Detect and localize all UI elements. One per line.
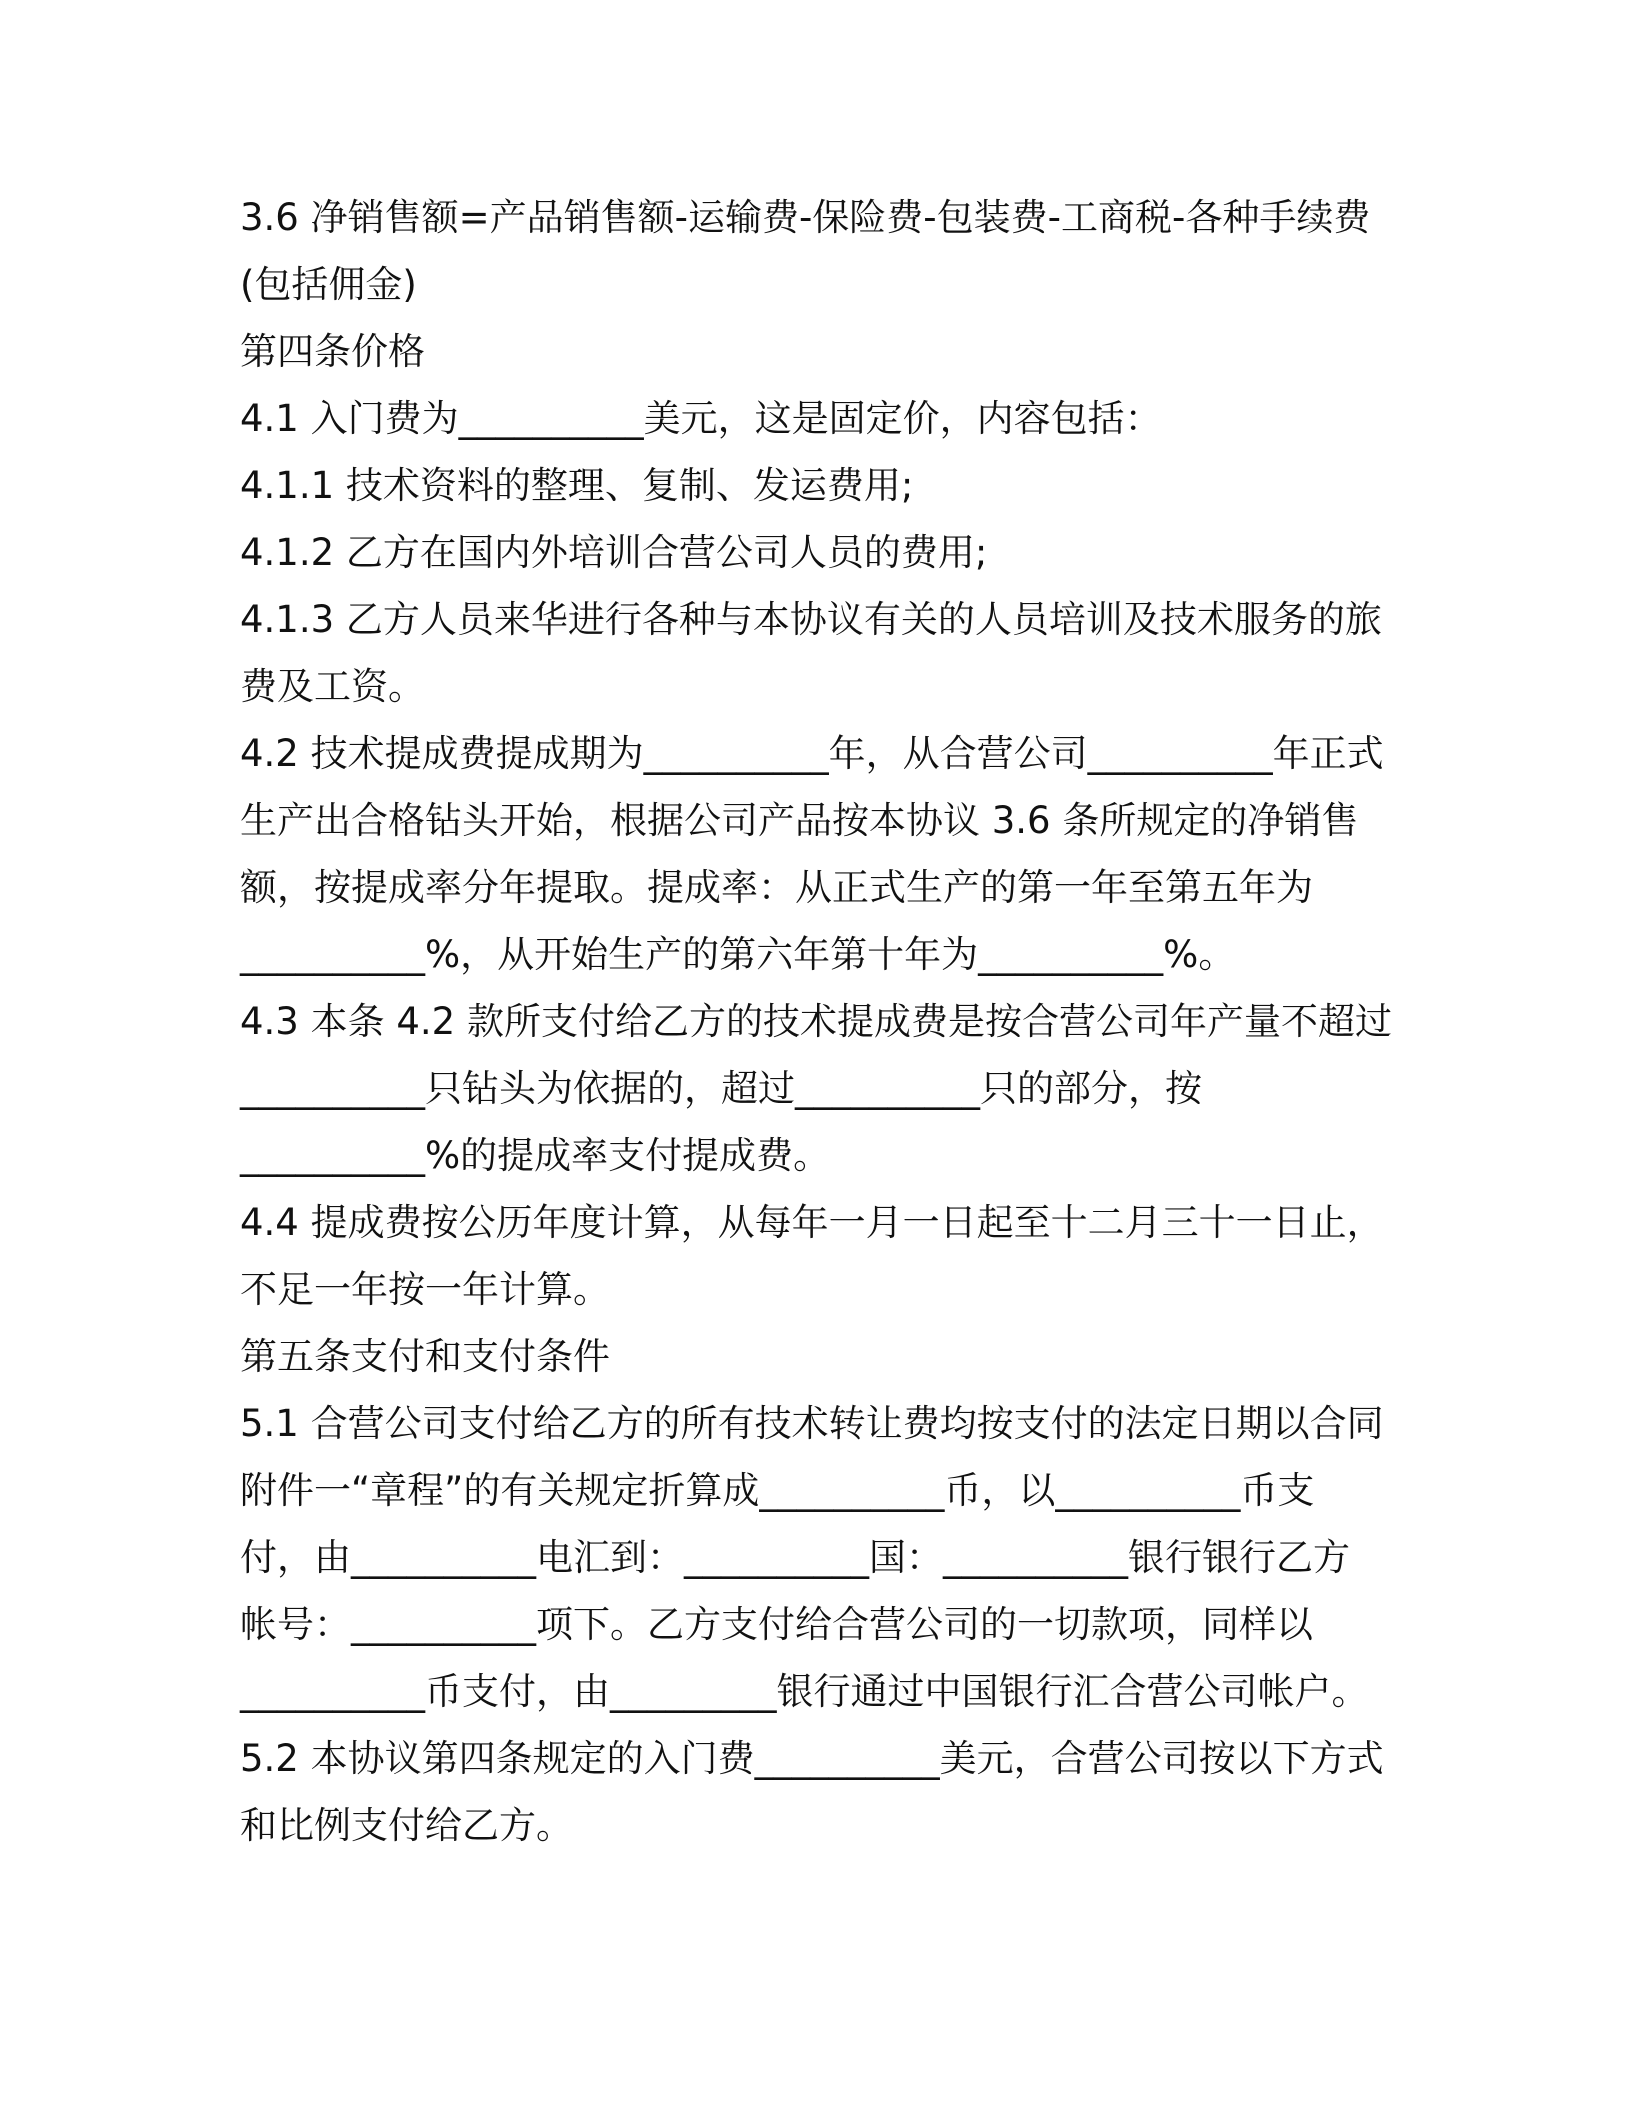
- clause-4-1-3-line-2: 费及工资。: [240, 665, 425, 708]
- clause-4-2-line-4: __________%，从开始生产的第六年第十年为__________%。: [240, 933, 1236, 976]
- clause-4-3-line-3: __________%的提成率支付提成费。: [240, 1134, 831, 1177]
- clause-4-4-line-1: 4.4 提成费按公历年度计算，从每年一月一日起至十二月三十一日止，: [240, 1201, 1384, 1244]
- clause-4-1-1: 4.1.1 技术资料的整理、复制、发运费用;: [240, 464, 914, 507]
- clause-5-2-line-1: 5.2 本协议第四条规定的入门费__________美元，合营公司按以下方式: [240, 1737, 1384, 1780]
- article-5-heading: 第五条支付和支付条件: [240, 1335, 610, 1378]
- clause-4-1-2: 4.1.2 乙方在国内外培训合营公司人员的费用;: [240, 531, 988, 574]
- clause-3-6-line-2: (包括佣金): [240, 263, 417, 306]
- clause-5-1-line-5: __________币支付，由_________银行通过中国银行汇合营公司帐户。: [240, 1670, 1369, 1713]
- clause-4-3-line-1: 4.3 本条 4.2 款所支付给乙方的技术提成费是按合营公司年产量不超过: [240, 1000, 1392, 1043]
- clause-4-2-line-3: 额，按提成率分年提取。提成率：从正式生产的第一年至第五年为: [240, 866, 1313, 909]
- clause-4-2-line-2: 生产出合格钻头开始，根据公司产品按本协议 3.6 条所规定的净销售: [240, 799, 1359, 842]
- clause-3-6-line-1: 3.6 净销售额=产品销售额-运输费-保险费-包装费-工商税-各种手续费: [240, 196, 1371, 239]
- clause-5-1-line-4: 帐号：__________项下。乙方支付给合营公司的一切款项，同样以: [240, 1603, 1313, 1646]
- clause-5-1-line-3: 付，由__________电汇到：__________国：__________银行银行乙方: [240, 1536, 1350, 1579]
- clause-4-1-3-line-1: 4.1.3 乙方人员来华进行各种与本协议有关的人员培训及技术服务的旅: [240, 598, 1382, 641]
- document-body: [240, 184, 1400, 1859]
- clause-5-1-line-2: 附件一“章程”的有关规定折算成__________币，以__________币支: [240, 1469, 1315, 1512]
- clause-4-1: 4.1 入门费为__________美元，这是固定价，内容包括：: [240, 397, 1162, 440]
- clause-5-2-line-2: 和比例支付给乙方。: [240, 1804, 573, 1847]
- clause-5-1-line-1: 5.1 合营公司支付给乙方的所有技术转让费均按支付的法定日期以合同: [240, 1402, 1384, 1445]
- article-4-heading: 第四条价格: [240, 330, 425, 373]
- clause-4-3-line-2: __________只钻头为依据的，超过__________只的部分，按: [240, 1067, 1202, 1110]
- clause-4-2-line-1: 4.2 技术提成费提成期为__________年，从合营公司__________年正式: [240, 732, 1384, 775]
- clause-4-4-line-2: 不足一年按一年计算。: [240, 1268, 610, 1311]
